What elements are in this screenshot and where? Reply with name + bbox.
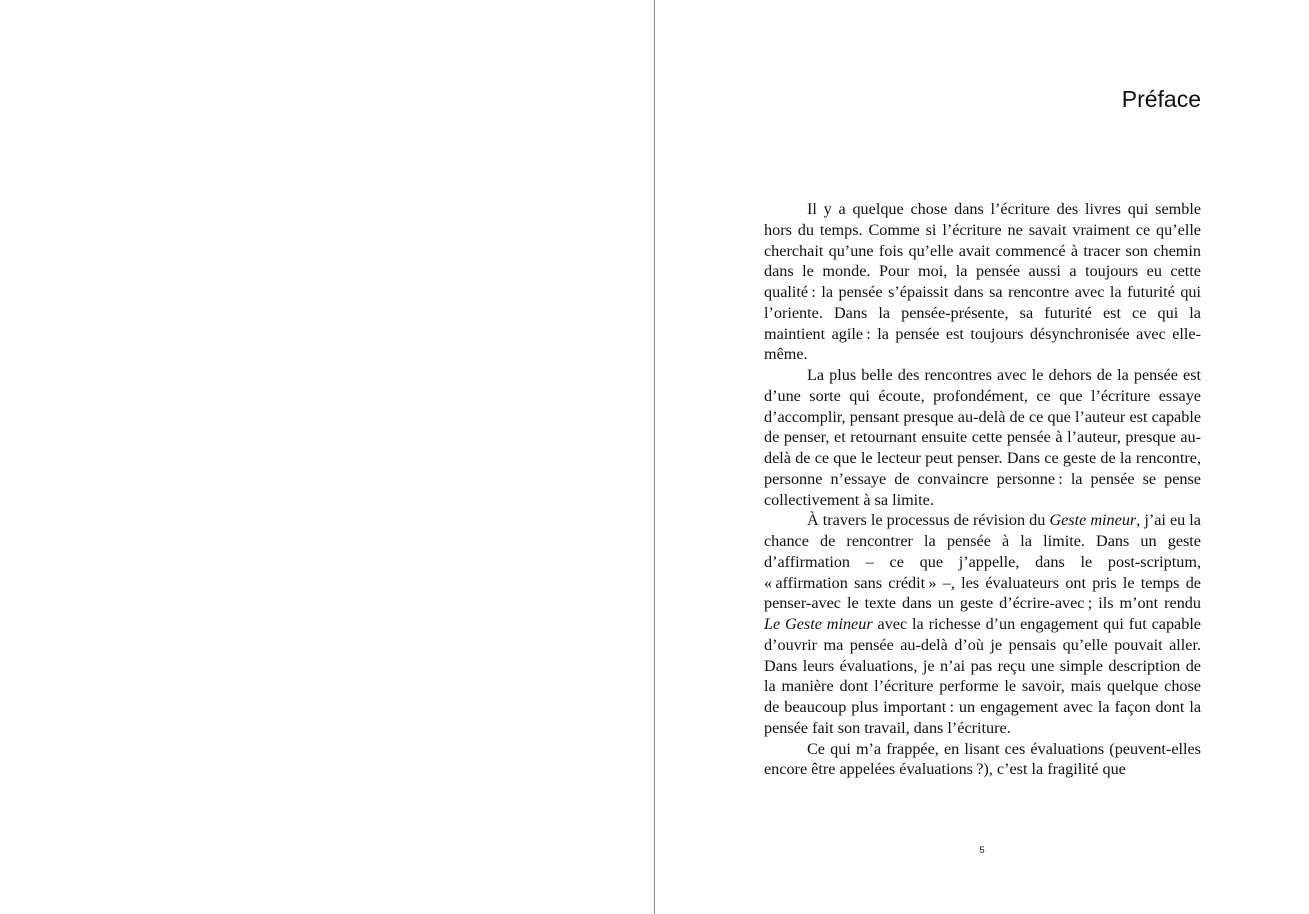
paragraph-3: À travers le processus de révision du Geste mineur, j’ai eu la chance de rencontrer la pensée à la limite. Dans un geste d’affirmation – ce que j’appelle, dans le post-scriptum, « affirmation sans crédit » –, les évaluateurs ont pris le temps de penser-avec le texte dans un geste d’écrire-avec ; ils m’ont rendu Le Geste mineur avec la richesse d’un engagement qui fut capable d’ouvrir ma pensée au-delà d’où je pensais qu’elle pouvait aller. Dans leurs évaluations, je n’ai pas reçu une simple description de la manière dont l’écriture performe le savoir, mais quelque chose de beaucoup plus important : un engagement avec la façon dont la pensée fait son travail, dans l’écriture. xyxy=(764,511,1201,737)
left-page-blank xyxy=(0,0,654,914)
paragraph-4: Ce qui m’a frappée, en lisant ces évaluations (peuvent-elles encore être appelées évaluations ?), c’est la fragilité que xyxy=(764,739,1201,779)
page-number: 5 xyxy=(979,845,985,856)
chapter-title: Préface xyxy=(1121,86,1201,112)
right-page xyxy=(655,0,1309,914)
paragraph-1: Il y a quelque chose dans l’écriture des livres qui semble hors du temps. Comme si l’écriture ne savait vraiment ce qu’elle cherchait qu’une fois qu’elle avait commencé à tracer son chemin dans le monde. Pour moi, la pensée aussi a toujours eu cette qualité : la pensée s’épaissit dans sa rencontre avec la futurité qui l’oriente. Dans la pensée-présente, sa futurité est ce qui la maintient agile : la pensée est toujours désynchronisée avec elle-même. xyxy=(764,200,1201,364)
paragraph-2: La plus belle des rencontres avec le dehors de la pensée est d’une sorte qui écoute, profondément, ce que l’écriture essaye d’accomplir, pensant presque au-delà de ce que l’auteur est capable de penser, et retournant ensuite cette pensée à l’auteur, presque au-delà de ce que le lecteur peut penser. Dans ce geste de la rencontre, personne n’essaye de convaincre personne : la pensée se pense collectivement à sa limite. xyxy=(764,366,1201,509)
body-text xyxy=(764,199,1201,780)
